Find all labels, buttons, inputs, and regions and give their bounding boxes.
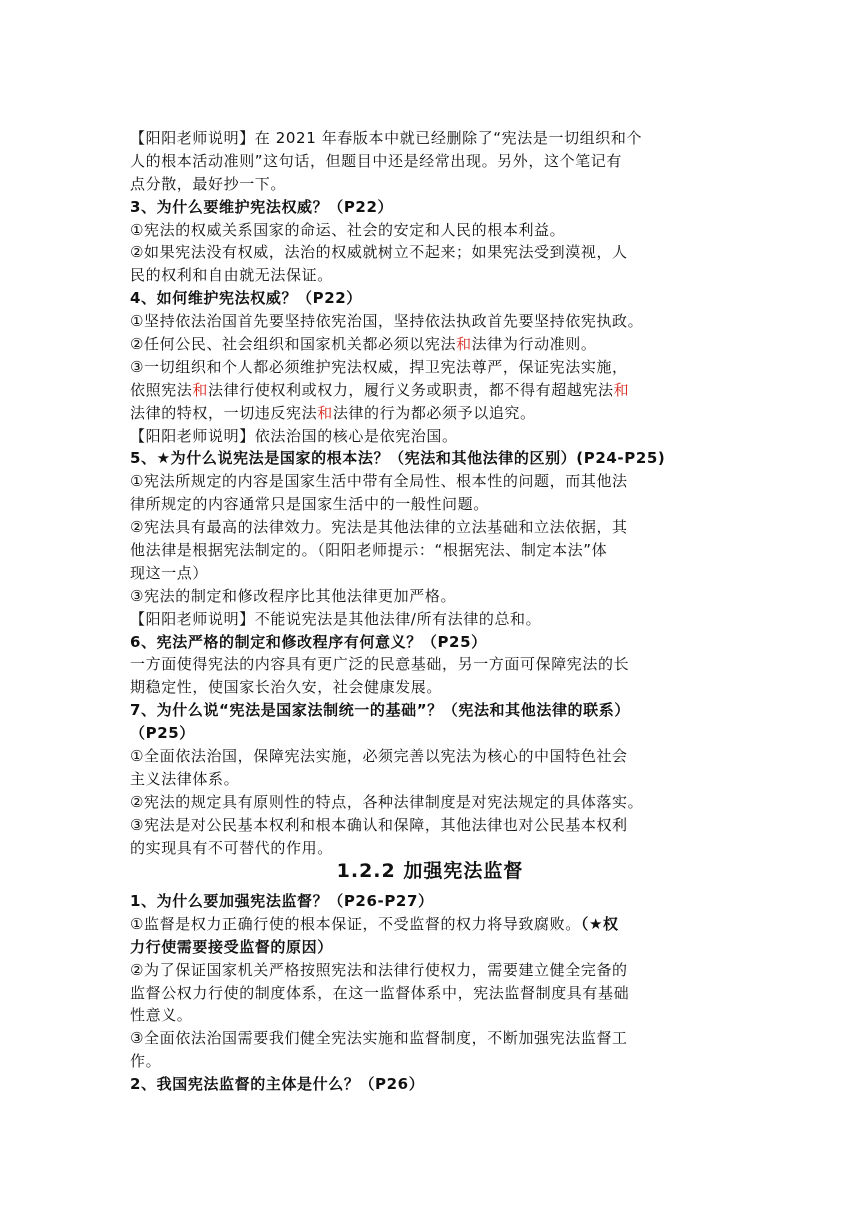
answer-line: 作。 xyxy=(130,1052,162,1071)
section-supervision xyxy=(130,890,730,1096)
question-heading: 3、为什么要维护宪法权威？（P22） xyxy=(130,197,394,216)
answer-line xyxy=(130,913,730,936)
highlighted-word: 和 xyxy=(192,380,209,399)
answer-line xyxy=(130,379,730,402)
answer-text: 法律行使权利或权力，履行义务或职责，都不得有超越宪法 xyxy=(208,380,614,399)
section-continued xyxy=(130,127,730,860)
answer-line: 主义法律体系。 xyxy=(130,769,240,788)
section-title: 1.2.2 加强宪法监督 xyxy=(336,860,524,882)
emphasis-text: （★权 xyxy=(580,914,619,933)
answer-line: 一方面使得宪法的内容具有更广泛的民意基础，另一方面可保障宪法的长 xyxy=(130,655,630,674)
teacher-note-line: 【阳阳老师说明】依法治国的核心是依宪治国。 xyxy=(130,426,458,445)
answer-line: ③宪法的制定和修改程序比其他法律更加严格。 xyxy=(130,586,457,605)
answer-text: ①监督是权力正确行使的根本保证，不受监督的权力将导致腐败。 xyxy=(130,914,581,933)
answer-line: ②宪法具有最高的法律效力。宪法是其他法律的立法基础和立法依据，其 xyxy=(130,518,628,537)
answer-line: 性意义。 xyxy=(130,1006,193,1025)
answer-line: ③全面依法治国需要我们健全宪法实施和监督制度，不断加强宪法监督工 xyxy=(130,1029,628,1048)
question-heading: 5、★为什么说宪法是国家的根本法？（宪法和其他法律的区别）(P24-P25) xyxy=(130,449,666,468)
question-heading: 4、如何维护宪法权威？（P22） xyxy=(130,289,362,308)
teacher-note-line: 人的根本活动准则”这句话，但题目中还是经常出现。另外，这个笔记有 xyxy=(130,151,622,170)
teacher-note-line: 【阳阳老师说明】不能说宪法是其他法律/所有法律的总和。 xyxy=(130,609,542,628)
answer-line: 的实现具有不可替代的作用。 xyxy=(130,838,333,857)
answer-line: ①全面依法治国，保障宪法实施，必须完善以宪法为核心的中国特色社会 xyxy=(130,747,628,766)
question-heading: （P25） xyxy=(130,724,195,743)
highlighted-word: 和 xyxy=(456,335,472,354)
answer-line: ①宪法所规定的内容是国家生活中带有全局性、根本性的问题，而其他法 xyxy=(130,472,628,491)
answer-text: 法律的行为都必须予以追究。 xyxy=(332,403,536,422)
question-heading: 7、为什么说“宪法是国家法制统一的基础”？（宪法和其他法律的联系） xyxy=(130,701,630,720)
answer-line: 他法律是根据宪法制定的。（阳阳老师提示：“根据宪法、制定本法”体 xyxy=(130,541,608,560)
answer-line: ③一切组织和个人都必须维护宪法权威，捍卫宪法尊严，保证宪法实施， xyxy=(130,357,628,376)
teacher-note-line: 点分散，最好抄一下。 xyxy=(130,174,287,193)
answer-line: 期稳定性，使国家长治久安，社会健康发展。 xyxy=(130,678,443,697)
question-heading: 6、宪法严格的制定和修改程序有何意义？（P25） xyxy=(130,632,487,651)
answer-text: ②任何公民、社会组织和国家机关都必须以宪法 xyxy=(130,335,457,354)
answer-line: 律所规定的内容通常只是国家生活中的一般性问题。 xyxy=(130,495,489,514)
answer-line: 现这一点） xyxy=(130,563,209,582)
answer-line: 民的权利和自由就无法保证。 xyxy=(130,266,333,285)
highlighted-word: 和 xyxy=(317,403,333,422)
question-heading: 1、为什么要加强宪法监督？（P26-P27） xyxy=(130,892,434,910)
answer-text: 依照宪法 xyxy=(130,380,193,399)
highlighted-word: 和 xyxy=(613,380,630,399)
answer-line: ②为了保证国家机关严格按照宪法和法律行使权力，需要建立健全完备的 xyxy=(130,960,628,979)
answer-line: ③宪法是对公民基本权利和根本确认和保障，其他法律也对公民基本权利 xyxy=(130,815,628,834)
teacher-note-line: 【阳阳老师说明】在 2021 年春版本中就已经删除了“宪法是一切组织和个 xyxy=(130,129,643,147)
answer-line xyxy=(130,333,730,356)
answer-line: ①坚持依法治国首先要坚持依宪治国，坚持依法执政首先要坚持依宪执政。 xyxy=(130,312,644,331)
answer-line: ①宪法的权威关系国家的命运、社会的安定和人民的根本利益。 xyxy=(130,220,566,239)
answer-line: ②如果宪法没有权威，法治的权威就树立不起来；如果宪法受到漠视，人 xyxy=(130,243,628,262)
answer-line: 监督公权力行使的制度体系，在这一监督体系中，宪法监督制度具有基础 xyxy=(130,983,630,1002)
answer-line: ②宪法的规定具有原则性的特点，各种法律制度是对宪法规定的具体落实。 xyxy=(130,792,644,811)
answer-text: 法律的特权，一切违反宪法 xyxy=(130,403,318,422)
answer-line xyxy=(130,402,730,425)
answer-text: 法律为行动准则。 xyxy=(471,335,597,354)
question-heading: 2、我国宪法监督的主体是什么？（P26） xyxy=(130,1075,425,1094)
emphasis-text: 力行使需要接受监督的原因） xyxy=(130,937,333,956)
